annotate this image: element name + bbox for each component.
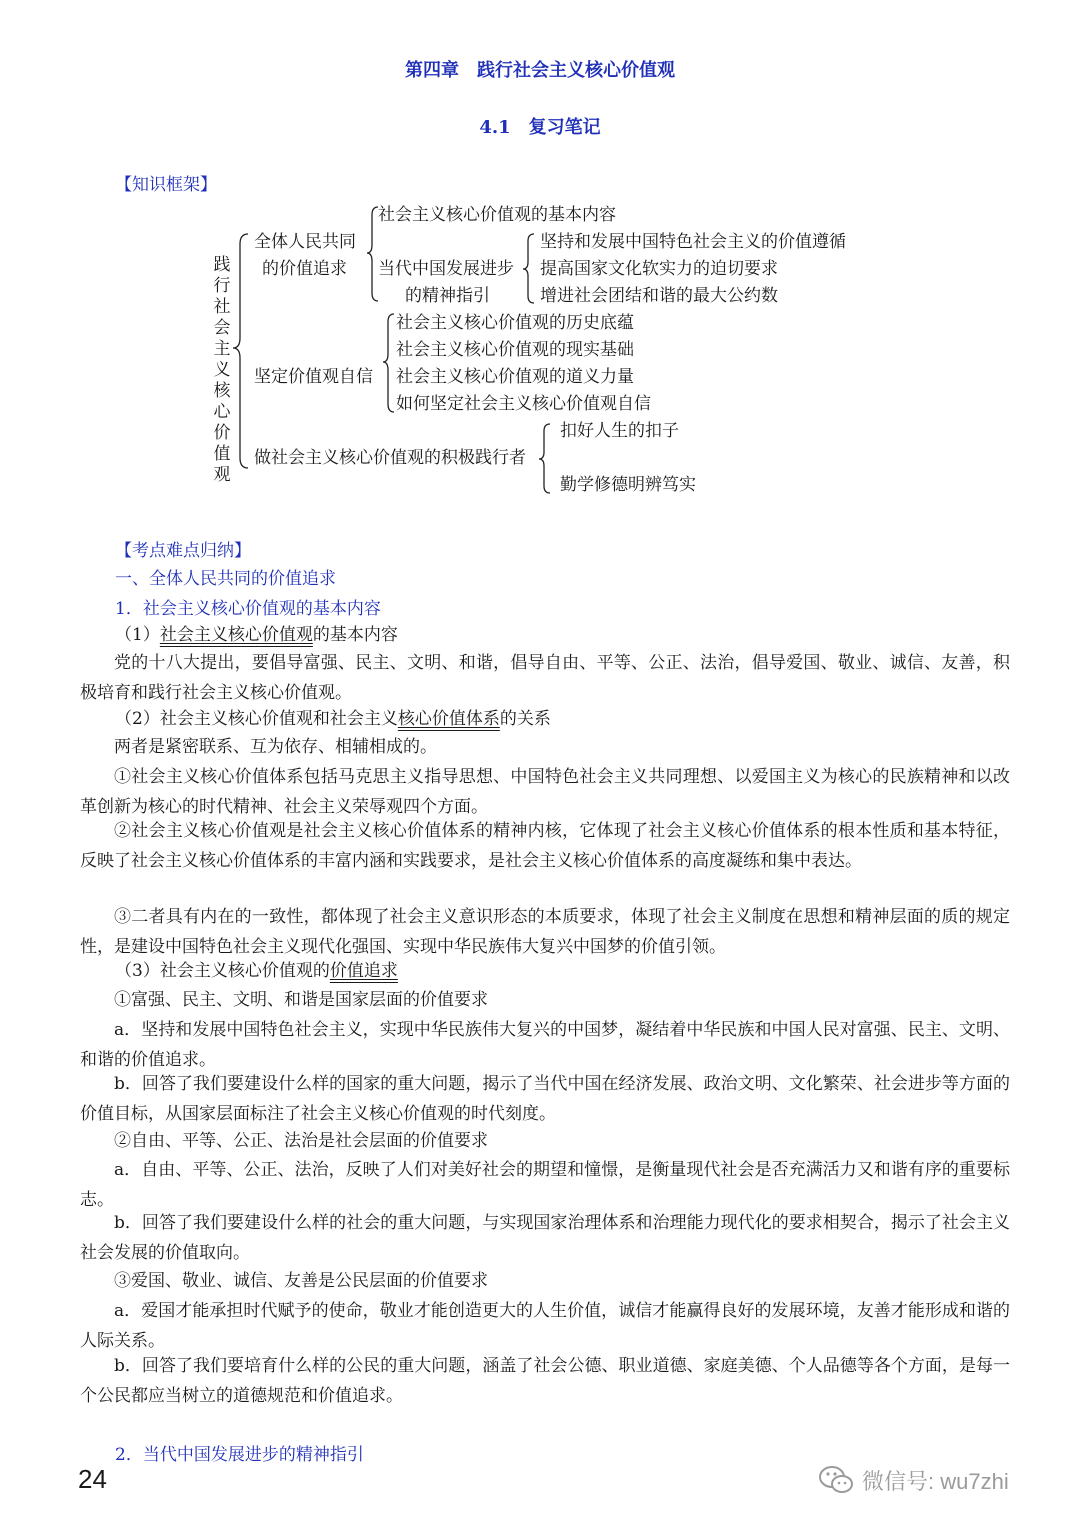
page-number: 24 [78,1464,107,1494]
paragraph-5: ③二者具有内在的一致性，都体现了社会主义意识形态的本质要求，体现了社会主义制度在思想和精神层面的质的规定性，是建设中国特色社会主义现代化强国、实现中华民族伟大复兴中国梦的价值引领。 [80,907,1010,957]
subsection1-term: 社会主义核心价值观 [159,625,313,645]
branch1-label-line2: 的价值追求 [262,259,347,279]
paragraph-3: ①社会主义核心价值体系包括马克思主义指导思想、中国特色社会主义共同理想、以爱国主义为核心的民族精神和以改革创新为核心的时代精神、社会主义荣辱观四个方面。 [80,767,1010,817]
paragraph-2: 两者是紧密联系、互为依存、相辅相成的。 [114,737,437,757]
watermark-text: 微信号: wu7zhi [862,1469,1009,1494]
branch3-label: 做社会主义核心价值观的积极践行者 [254,448,526,468]
paragraph-4: ②社会主义核心价值观是社会主义核心价值体系的精神内核，它体现了社会主义核心价值体系的根本性质和基本特征，反映了社会主义核心价值体系的丰富内涵和实践要求，是社会主义核心价值体系的高度凝练和集中表达。 [80,821,1010,871]
chapter-title: 第四章 践行社会主义核心价值观 [405,60,675,81]
subsection2-prefix: （2）社会主义核心价值观和社会主义 [115,709,398,729]
branch2-item-2: 社会主义核心价值观的现实基础 [396,340,634,360]
paragraph-13: a．爱国才能承担时代赋予的使命，敬业才能创造更大的人生价值，诚信才能赢得良好的发展环境，友善才能形成和谐的人际关系。 [80,1301,1010,1351]
branch2-item-1: 社会主义核心价值观的历史底蕴 [396,313,634,333]
paragraph-9: ②自由、平等、公正、法治是社会层面的价值要求 [114,1131,488,1151]
branch1-sub-item-1: 坚持和发展中国特色社会主义的价值遵循 [540,232,846,252]
branch2-item-4: 如何坚定社会主义核心价值观自信 [396,394,651,414]
branch2-brace [382,312,396,416]
paragraph-14: b．回答了我们要培育什么样的公民的重大问题，涵盖了社会公德、职业道德、家庭美德、个人品德等各个方面，是每一个公民都应当树立的道德规范和价值追求。 [80,1356,1010,1406]
branch3-item-1: 扣好人生的扣子 [560,421,679,441]
subsection2-heading [115,708,551,730]
framework-root: 践行社会主义核心价值观 [213,255,231,485]
subsection2-suffix: 的关系 [499,709,551,729]
subsection1-prefix: （1） [115,625,160,645]
paragraph-6: ①富强、民主、文明、和谐是国家层面的价值要求 [114,990,488,1010]
root-brace [232,232,252,472]
branch1-sub-item-3: 增进社会团结和谐的最大公约数 [540,286,778,306]
branch1-label-line1: 全体人民共同 [254,232,356,252]
section1-title: 1．社会主义核心价值观的基本内容 [115,599,381,619]
branch1-sub-label-line2: 的精神指引 [405,286,490,306]
section-title: 4.1 复习笔记 [479,117,601,138]
paragraph-8: b．回答了我们要建设什么样的国家的重大问题，揭示了当代中国在经济发展、政治文明、文化繁荣、社会进步等方面的价值目标，从国家层面标注了社会主义核心价值观的时代刻度。 [80,1074,1010,1124]
paragraph-12: ③爱国、敬业、诚信、友善是公民层面的价值要求 [114,1271,488,1291]
branch1-item1: 社会主义核心价值观的基本内容 [378,205,616,225]
subsection3-heading [115,960,398,982]
subsection1-suffix: 的基本内容 [312,625,398,645]
branch3-item-2: 勤学修德明辨笃实 [560,475,696,495]
wechat-icon [818,1465,854,1495]
part1-title: 一、全体人民共同的价值追求 [115,569,336,589]
branch1-sub-item-2: 提高国家文化软实力的迫切要求 [540,259,778,279]
paragraph-10: a．自由、平等、公正、法治，反映了人们对美好社会的期望和憧憬，是衡量现代社会是否充满活力又和谐有序的重要标志。 [80,1160,1010,1210]
subsection2-term: 核心价值体系 [397,709,500,729]
paragraph-11: b．回答了我们要建设什么样的社会的重大问题，与实现国家治理体系和治理能力现代化的要求相契合，揭示了社会主义社会发展的价值取向。 [80,1213,1010,1263]
branch1-sub-brace [522,232,536,306]
section2-title: 2．当代中国发展进步的精神指引 [115,1445,364,1465]
subsection3-term: 价值追求 [329,961,398,981]
framework-heading: 【知识框架】 [115,175,217,195]
branch1-sub-label-line1: 当代中国发展进步 [378,259,514,279]
paragraph-1: 党的十八大提出，要倡导富强、民主、文明、和谐，倡导自由、平等、公正、法治，倡导爱国、敬业、诚信、友善，积极培育和践行社会主义核心价值观。 [80,653,1010,703]
paragraph-7: a．坚持和发展中国特色社会主义，实现中华民族伟大复兴的中国梦，凝结着中华民族和中国人民对富强、民主、文明、和谐的价值追求。 [80,1020,1010,1070]
branch2-item-3: 社会主义核心价值观的道义力量 [396,367,634,387]
subsection1-heading [115,624,398,646]
branch3-brace [538,422,552,498]
subsection3-prefix: （3）社会主义核心价值观的 [115,961,330,981]
key-points-heading: 【考点难点归纳】 [115,541,251,561]
branch2-label: 坚定价值观自信 [254,367,373,387]
